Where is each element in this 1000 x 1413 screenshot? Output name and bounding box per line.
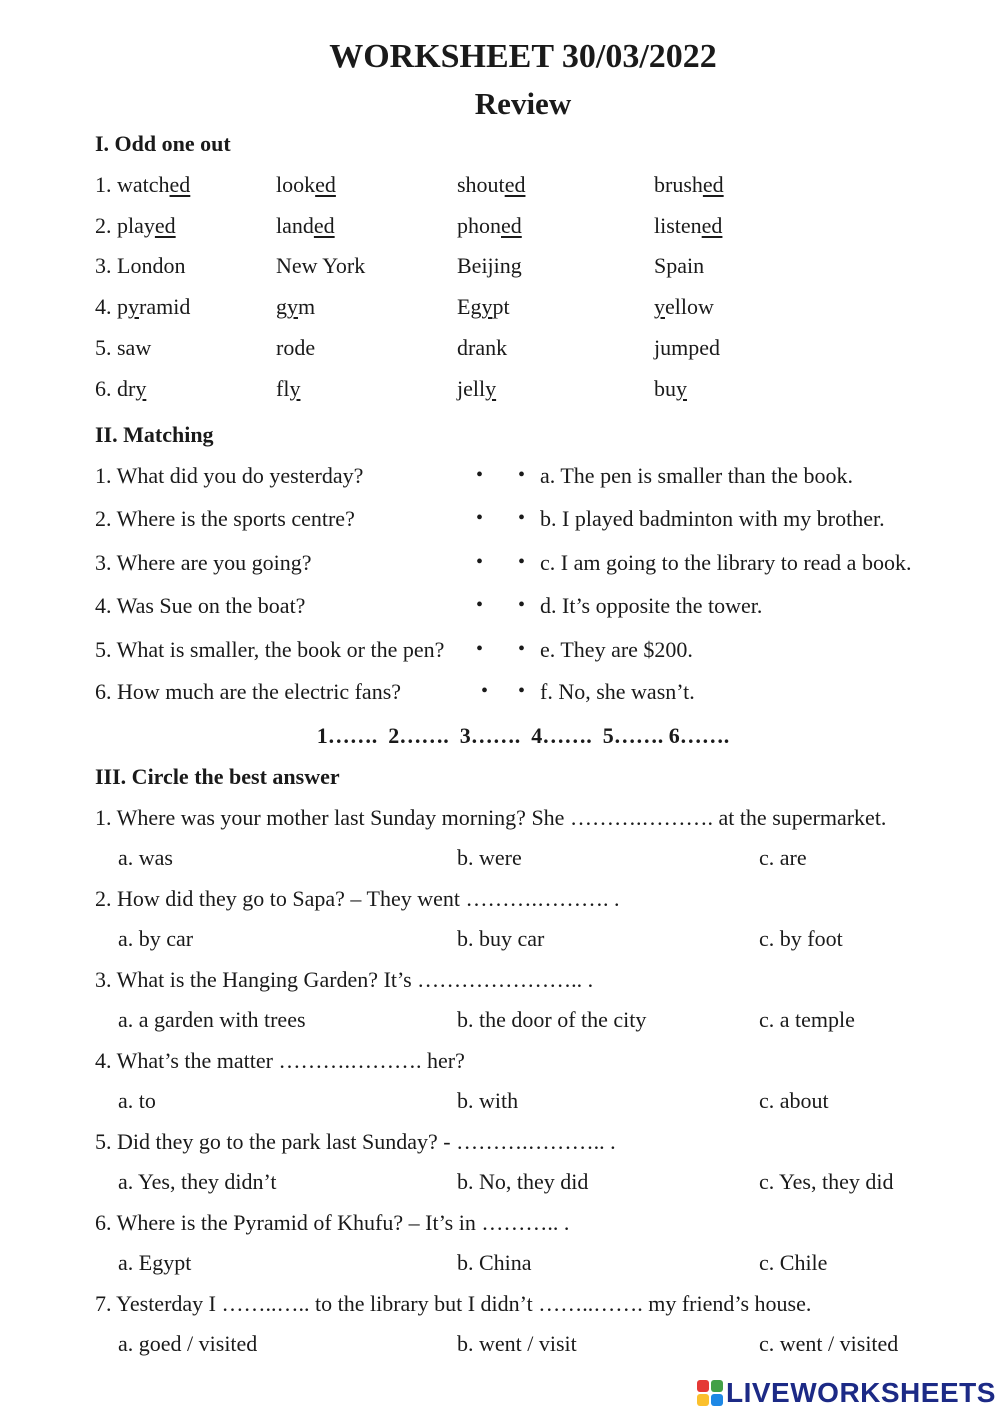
mc-option-a[interactable]: a. goed / visited (118, 1331, 258, 1356)
matching-dot-right[interactable]: • (518, 680, 526, 702)
mc-option-c[interactable]: c. went / visited (759, 1331, 899, 1356)
odd-one-out-word[interactable]: Egypt (457, 294, 510, 320)
odd-one-out-word[interactable]: jelly (457, 375, 497, 401)
worksheet-title: WORKSHEET 30/03/2022 (329, 38, 717, 75)
section-odd-one-out-heading: I. Odd one out (95, 131, 231, 156)
matching-dot-right[interactable]: • (518, 464, 526, 486)
matching-answer: a. The pen is smaller than the book. (540, 463, 854, 488)
mc-option-c[interactable]: c. about (759, 1088, 829, 1113)
matching-dot-left[interactable]: • (481, 680, 489, 702)
mc-question: 5. Did they go to the park last Sunday? - ……….……….. . (95, 1129, 616, 1154)
mc-option-c[interactable]: c. are (759, 845, 807, 870)
matching-answer: b. I played badminton with my brother. (540, 506, 885, 531)
liveworksheets-logo (697, 1375, 996, 1411)
matching-answer: d. It’s opposite the tower. (540, 593, 763, 618)
matching-question: 1. What did you do yesterday? (95, 463, 364, 488)
odd-one-out-word[interactable]: 2. played (95, 212, 176, 238)
mc-option-b[interactable]: b. China (457, 1250, 532, 1275)
odd-one-out-word[interactable]: rode (276, 334, 316, 360)
matching-question: 4. Was Sue on the boat? (95, 593, 306, 618)
odd-one-out-word[interactable]: listened (654, 212, 723, 238)
logo-text-live: LIVE (726, 1377, 791, 1408)
matching-answer-key: 1……. 2……. 3……. 4……. 5……. 6……. (316, 723, 730, 748)
matching-dot-right[interactable]: • (518, 594, 526, 616)
section-matching-heading: II. Matching (95, 422, 214, 447)
mc-option-b[interactable]: b. with (457, 1088, 519, 1113)
mc-question: 7. Yesterday I ……..….. to the library but I didn’t ……..……. my friend’s house. (95, 1291, 812, 1316)
odd-one-out-word[interactable]: 3. London (95, 253, 186, 279)
mc-question: 4. What’s the matter ……….………. her? (95, 1048, 465, 1073)
matching-answer: f. No, she wasn’t. (540, 679, 695, 704)
mc-option-a[interactable]: a. Egypt (118, 1250, 192, 1275)
mc-option-b[interactable]: b. went / visit (457, 1331, 577, 1356)
section-circle-answer-heading: III. Circle the best answer (95, 764, 340, 789)
matching-dot-right[interactable]: • (518, 507, 526, 529)
matching-question: 5. What is smaller, the book or the pen? (95, 637, 445, 662)
matching-dot-right[interactable]: • (518, 638, 526, 660)
worksheet-subtitle: Review (474, 86, 572, 121)
odd-one-out-word[interactable]: brushed (654, 172, 724, 197)
logo-text-worksheets: WORKSHEETS (790, 1377, 996, 1408)
odd-one-out-word[interactable]: 5. saw (95, 334, 152, 360)
odd-one-out-word[interactable]: jumped (654, 334, 720, 360)
mc-option-b[interactable]: b. No, they did (457, 1169, 589, 1194)
matching-dot-left[interactable]: • (476, 594, 484, 616)
logo-mark-icon (697, 1380, 723, 1406)
odd-one-out-word[interactable]: phoned (457, 212, 522, 238)
matching-answer: e. They are $200. (540, 637, 693, 662)
matching-dot-left[interactable]: • (476, 464, 484, 486)
mc-option-a[interactable]: a. Yes, they didn’t (118, 1169, 277, 1194)
mc-question: 6. Where is the Pyramid of Khufu? – It’s in ……….. . (95, 1210, 570, 1235)
matching-dot-left[interactable]: • (476, 638, 484, 660)
mc-question: 1. Where was your mother last Sunday morning? She ……….………. at the supermarket. (95, 805, 887, 830)
mc-option-c[interactable]: c. Yes, they did (759, 1169, 894, 1194)
matching-question: 2. Where is the sports centre? (95, 506, 355, 531)
odd-one-out-word[interactable]: 6. dry (95, 375, 147, 401)
mc-option-c[interactable]: c. a temple (759, 1007, 855, 1032)
odd-one-out-word[interactable]: gym (276, 294, 316, 320)
mc-option-b[interactable]: b. the door of the city (457, 1007, 647, 1032)
mc-option-b[interactable]: b. were (457, 845, 522, 870)
mc-option-b[interactable]: b. buy car (457, 926, 545, 951)
odd-one-out-word[interactable]: fly (276, 375, 301, 401)
odd-one-out-word[interactable]: shouted (457, 172, 526, 197)
odd-one-out-word[interactable]: drank (457, 334, 508, 360)
odd-one-out-word[interactable]: Beijing (457, 253, 522, 279)
mc-option-c[interactable]: c. by foot (759, 926, 843, 951)
matching-dot-left[interactable]: • (476, 507, 484, 529)
odd-one-out-word[interactable]: landed (276, 212, 335, 238)
matching-question: 3. Where are you going? (95, 550, 312, 575)
odd-one-out-word[interactable]: buy (654, 375, 687, 401)
matching-question: 6. How much are the electric fans? (95, 679, 402, 704)
matching-dot-right[interactable]: • (518, 551, 526, 573)
odd-one-out-word[interactable]: New York (276, 253, 366, 279)
mc-question: 3. What is the Hanging Garden? It’s ………………….. . (95, 967, 594, 992)
odd-one-out-word[interactable]: looked (276, 172, 336, 197)
odd-one-out-word[interactable]: Spain (654, 253, 705, 279)
matching-answer: c. I am going to the library to read a book. (540, 550, 912, 575)
odd-one-out-word[interactable]: 4. pyramid (95, 294, 191, 320)
mc-question: 2. How did they go to Sapa? – They went ……….………. . (95, 886, 620, 911)
mc-option-a[interactable]: a. to (118, 1088, 156, 1113)
mc-option-a[interactable]: a. by car (118, 926, 194, 951)
odd-one-out-word[interactable]: 1. watched (95, 172, 191, 197)
mc-option-a[interactable]: a. was (118, 845, 173, 870)
odd-one-out-word[interactable]: yellow (654, 294, 714, 320)
mc-option-a[interactable]: a. a garden with trees (118, 1007, 306, 1032)
matching-dot-left[interactable]: • (476, 551, 484, 573)
mc-option-c[interactable]: c. Chile (759, 1250, 828, 1275)
